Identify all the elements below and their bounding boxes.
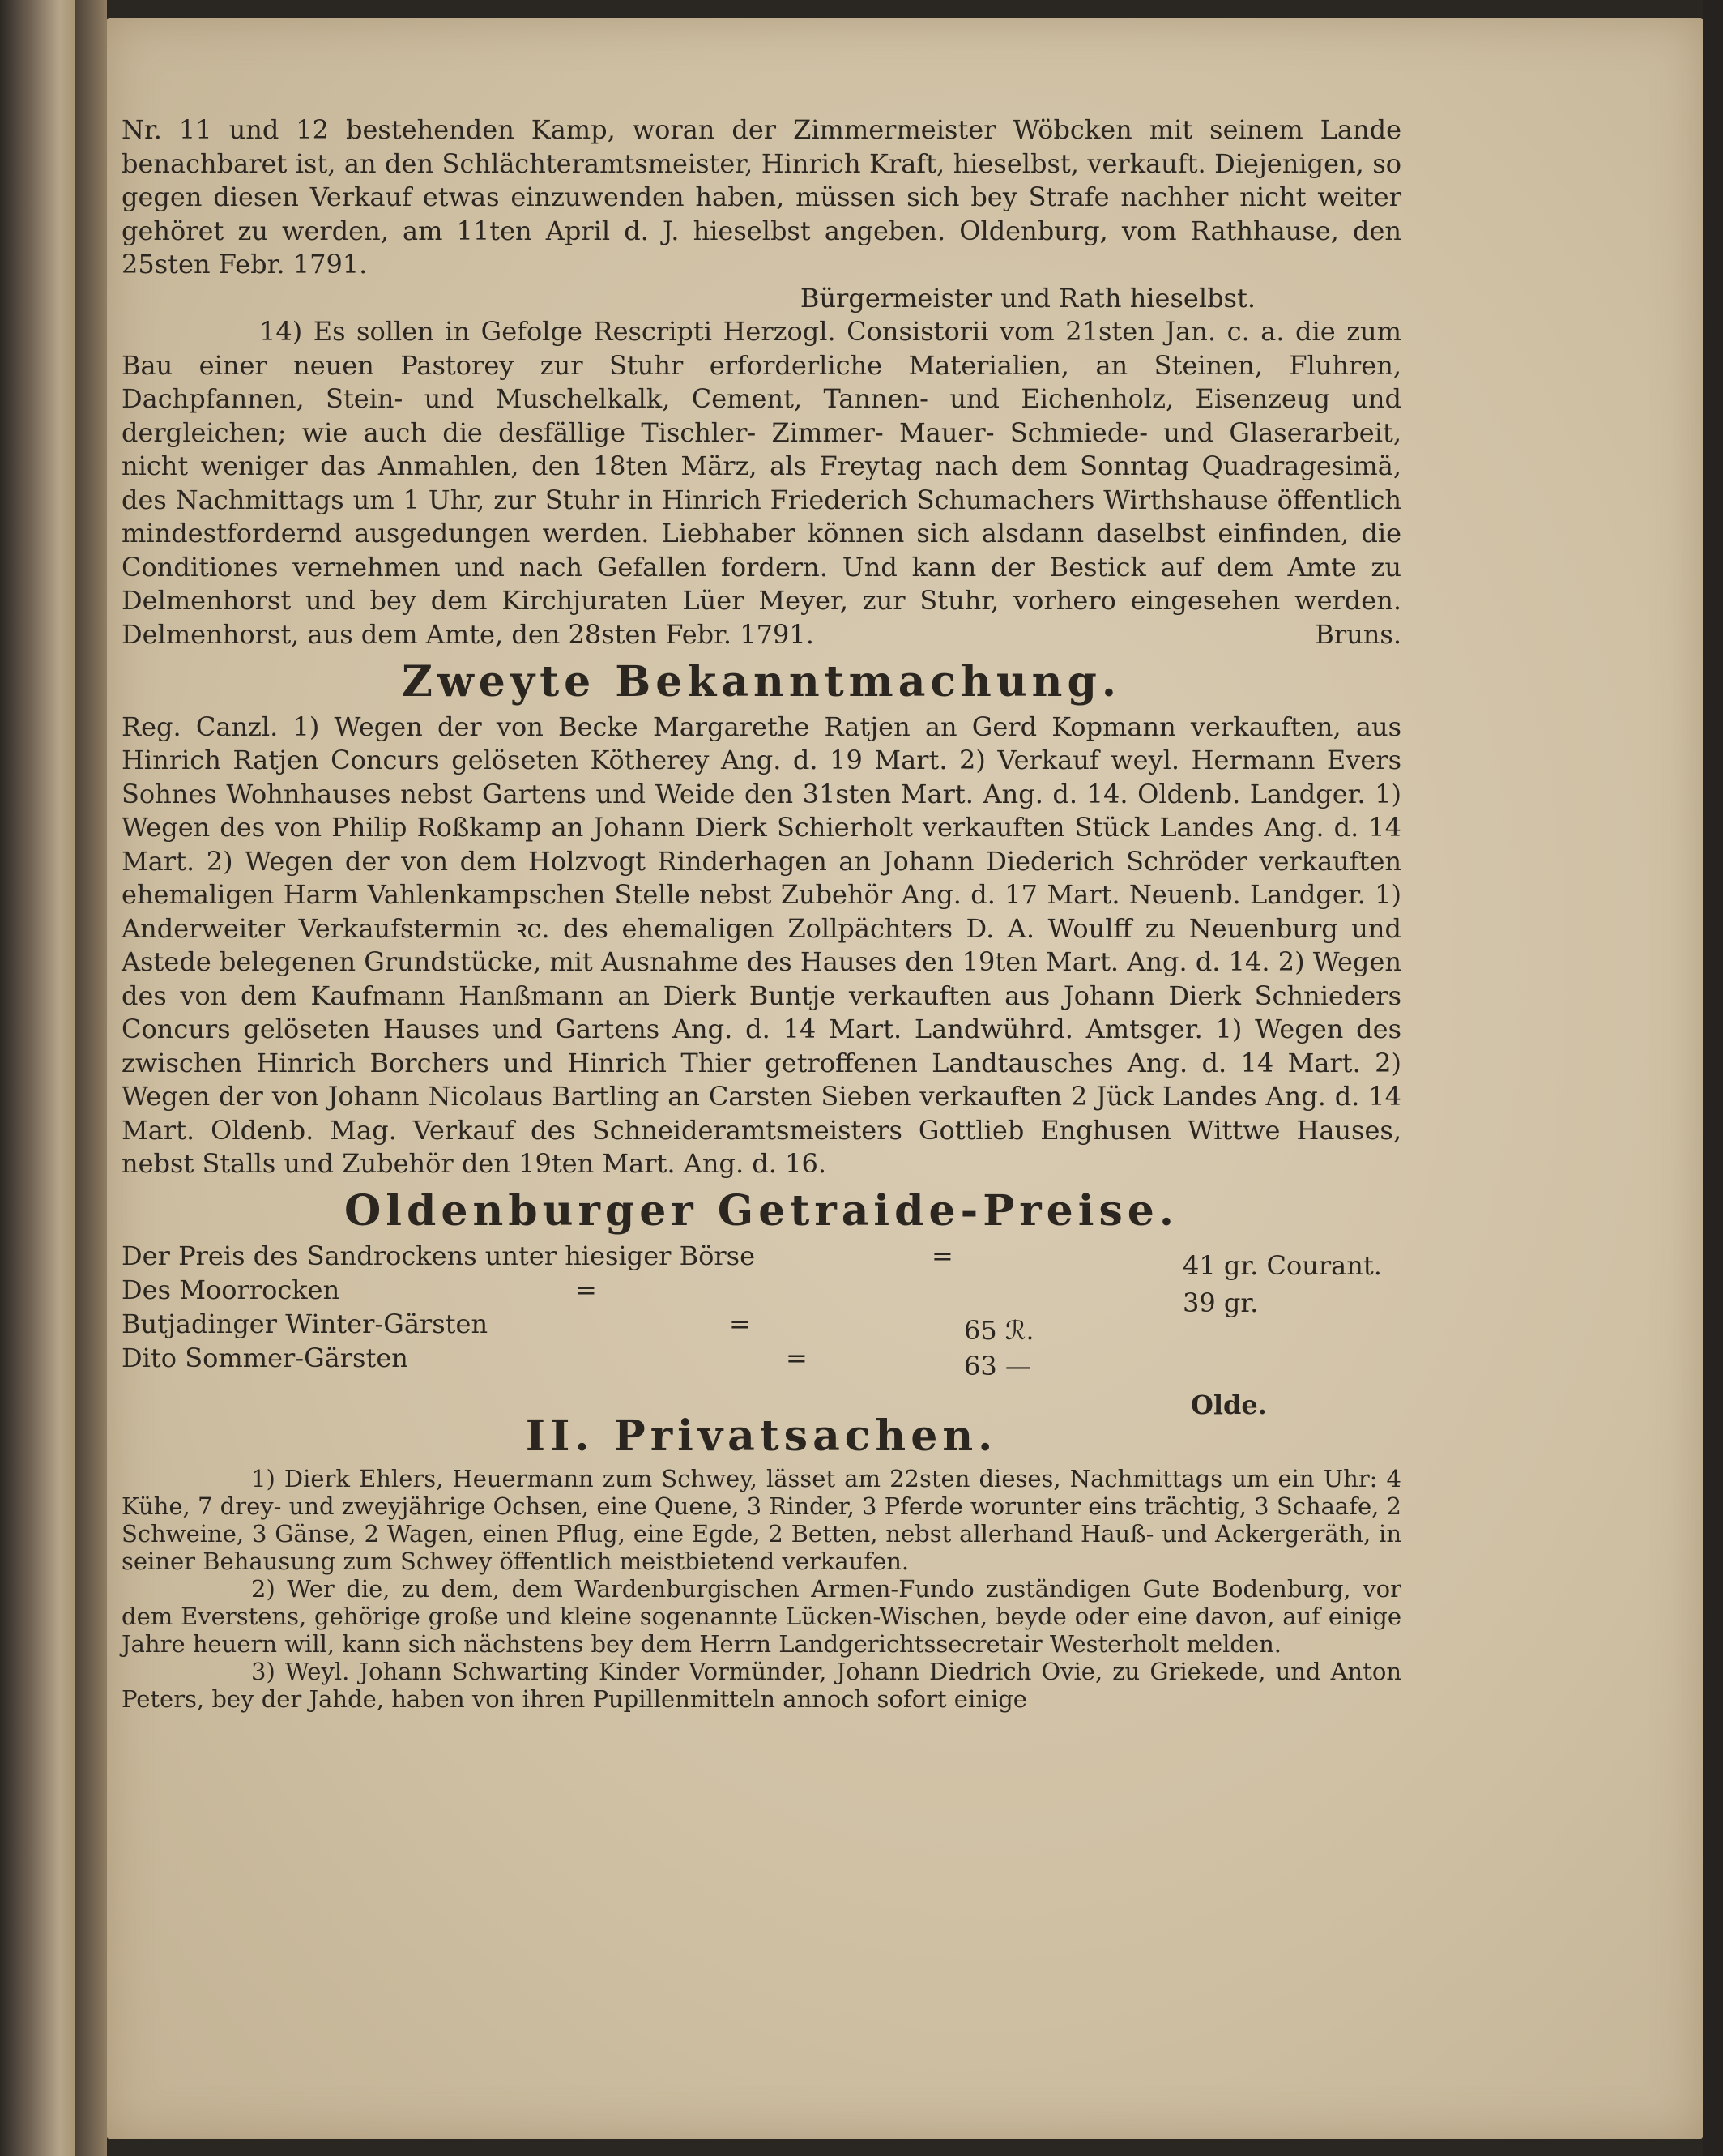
private-notice-3: 3) Weyl. Johann Schwarting Kinder Vormünder, Johann Diedrich Ovie, zu Griekede, und Anton Peters, bey der Jahde, haben von ihren Pupillenmitteln annoch sofort einige bbox=[122, 1657, 1401, 1713]
scan-border bbox=[1703, 0, 1723, 2156]
price-row-1-value: 41 gr. Courant. bbox=[1183, 1249, 1382, 1281]
heading-grain-prices: Oldenburger Getraide-Preise. bbox=[344, 1185, 1179, 1236]
price-row-2-value: 39 gr. bbox=[1183, 1287, 1259, 1318]
notice-13-signature: Bürgermeister und Rath hieselbst. bbox=[800, 282, 1256, 314]
price-trailer: Olde. bbox=[1191, 1389, 1267, 1420]
price-row-2-label: Des Moorrocken bbox=[122, 1274, 340, 1305]
price-row-3-value: 65 ℛ. bbox=[964, 1314, 1034, 1346]
second-announcement-text: Reg. Canzl. 1) Wegen der von Becke Margarethe Ratjen an Gerd Kopmann verkauften, aus Hinrich Ratjen Concurs gelöseten Kötherey Ang. d. 19 Mart. 2) Verkauf weyl. Hermann Evers Sohnes Wohnhauses nebst Gartens und Weide den 31sten Mart. Ang. d. 14. Oldenb. Landger. 1) Wegen des von Philip Roßkamp an Johann Dierk Schierholt verkauften Stück Landes Ang. d. 14 Mart. 2) Wegen der von dem Holzvogt Rinderhagen an Johann Diederich Schröder verkauften ehemaligen Harm Vahlenkampschen Stelle nebst Zubehör Ang. d. 17 Mart. Neuenb. Landger. 1) Anderweiter Verkaufstermin ꝛc. des ehemaligen Zollpächters D. A. Woulff zu Neuenburg und Astede belegenen Grundstücke, mit Ausnahme des Hauses den 19ten Mart. Ang. d. 14. 2) Wegen des von dem Kaufmann Hanßmann an Dierk Buntje verkauften aus Johann Dierk Schnieders Concurs gelöseten Hauses und Gartens Ang. d. 14 Mart. Landwührd. Amtsger. 1) Wegen des zwischen Hinrich Borchers und Hinrich Thier getroffenen Landtausches Ang. d. 14 Mart. 2) Wegen der von Johann Nicolaus Bartling an Carsten Sieben verkauften 2 Jück Landes Ang. d. 14 Mart. Oldenb. Mag. Verkauf des Schneideramtsmeisters Gottlieb Enghusen Wittwe Hauses, nebst Stalls und Zubehör den 19ten Mart. Ang. d. 16. bbox=[122, 711, 1401, 1179]
page-content bbox=[122, 113, 1401, 1713]
private-notice-1: 1) Dierk Ehlers, Heuermann zum Schwey, lässet am 22sten dieses, Nachmittags um ein Uhr: 4 Kühe, 7 drey- und zweyjährige Ochsen, eine Quene, 3 Rinder, 3 Pferde worunter eins trächtig, 3 Schaafe, 2 Schweine, 3 Gänse, 2 Wagen, einen Pflug, eine Egde, 2 Betten, nebst allerhand Hauß- und Ackergeräth, in seiner Behausung zum Schwey öffentlich meistbietend verkaufen. bbox=[122, 1464, 1401, 1575]
grain-price-table bbox=[122, 1240, 1401, 1442]
price-row-4-label: Dito Sommer-Gärsten bbox=[122, 1342, 408, 1373]
notice-13-text: Nr. 11 und 12 bestehenden Kamp, woran der Zimmermeister Wöbcken mit seinem Lande benachbaret ist, an den Schlächteramtsmeister, Hinrich Kraft, hieselbst, verkauft. Diejenigen, so gegen diesen Verkauf etwas einzuwenden haben, müssen sich bey Strafe nachher nicht weiter gehöret zu werden, am 11ten April d. J. hieselbst angeben. Oldenburg, vom Rathhause, den 25sten Febr. 1791. bbox=[122, 114, 1401, 280]
notice-14-signature: Bruns. bbox=[1315, 619, 1401, 650]
facing-page-edge bbox=[0, 0, 75, 2156]
price-row-4-value: 63 — bbox=[964, 1350, 1031, 1381]
heading-second-announcement: Zweyte Bekanntmachung. bbox=[402, 656, 1121, 707]
book-gutter bbox=[75, 0, 107, 2156]
price-row-3-label: Butjadinger Winter-Gärsten bbox=[122, 1308, 488, 1339]
price-separator: = bbox=[575, 1274, 597, 1305]
price-separator: = bbox=[932, 1240, 953, 1271]
price-separator: = bbox=[786, 1342, 808, 1373]
notice-14-text: 14) Es sollen in Gefolge Rescripti Herzogl. Consistorii vom 21sten Jan. c. a. die zum Bau einer neuen Pastorey zur Stuhr erforderliche Materialien, an Steinen, Fluhren, Dachpfannen, Stein- und Muschelkalk, Cement, Tannen- und Eichenholz, Eisenzeug und dergleichen; wie auch die desfällige Tischler- Zimmer- Mauer- Schmiede- und Glaserarbeit, nicht weniger das Anmahlen, den 18ten März, als Freytag nach dem Sonntag Quadragesimä, des Nachmittags um 1 Uhr, zur Stuhr in Hinrich Friederich Schumachers Wirthshause öffentlich mindestfordernd ausgedungen werden. Liebhaber können sich alsdann daselbst einfinden, die Conditiones vernehmen und nach Gefallen fordern. Und kann der Bestick auf dem Amte zu Delmenhorst und bey dem Kirchjuraten Lüer Meyer, zur Stuhr, vorhero eingesehen werden. Delmenhorst, aus dem Amte, den 28sten Febr. 1791. bbox=[122, 316, 1401, 650]
price-row-1-label: Der Preis des Sandrockens unter hiesiger Börse bbox=[122, 1240, 756, 1271]
price-separator: = bbox=[729, 1308, 751, 1339]
heading-private-matters: II. Privatsachen. bbox=[525, 1411, 998, 1461]
private-notice-2: 2) Wer die, zu dem, dem Wardenburgischen Armen-Fundo zuständigen Gute Bodenburg, vor dem Everstens, gehörige große und kleine sogenannte Lücken-Wischen, beyde oder eine davon, auf einige Jahre heuern will, kann sich nächstens bey dem Herrn Landgerichtssecretair Westerholt melden. bbox=[122, 1574, 1401, 1658]
